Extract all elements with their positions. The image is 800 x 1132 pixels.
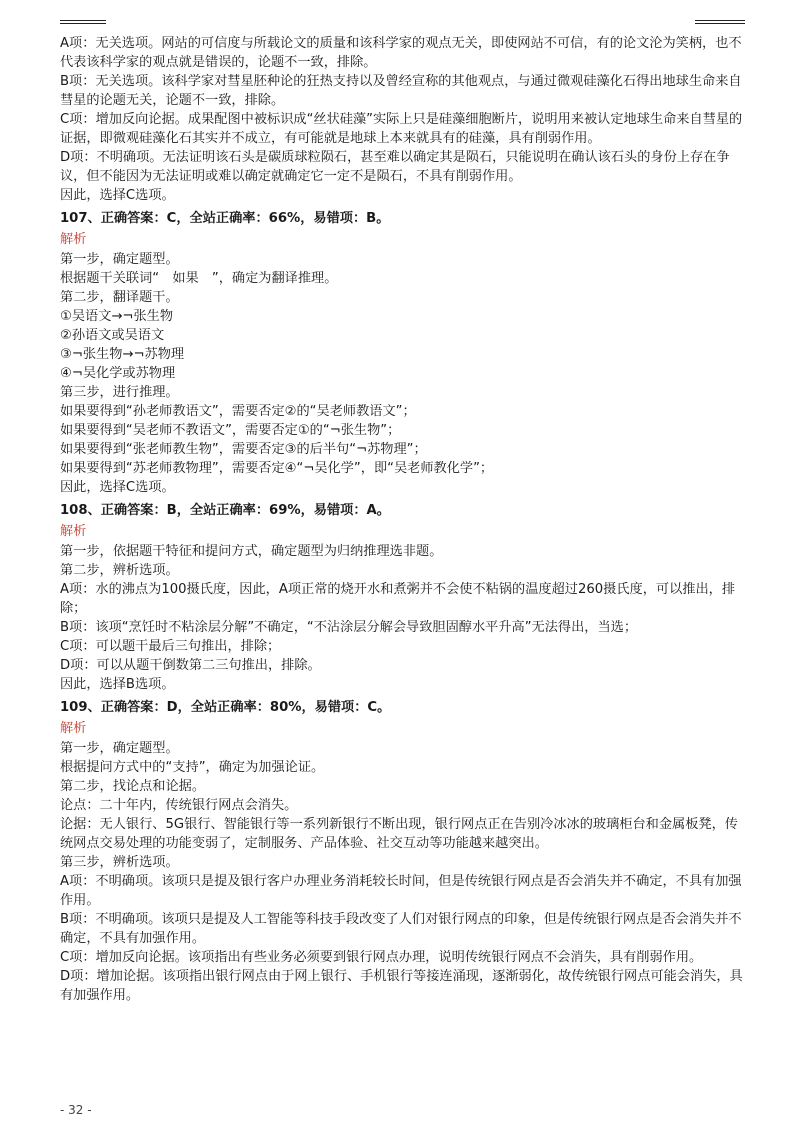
paragraph: A项：无关选项。网站的可信度与所载论文的质量和该科学家的观点无关，即使网站不可信，有的论文沦为笑柄，也不代表该科学家的观点就是错误的，论题不一致，排除。 — [60, 36, 742, 70]
paragraph: 第二步，辨析选项。 — [60, 563, 179, 578]
paragraph: 如果要得到“吴老师不教语文”，需要否定①的“¬张生物”； — [60, 423, 401, 438]
paragraph: B项：无关选项。该科学家对彗星胚种论的狂热支持以及曾经宣称的其他观点，与通过微观硅藻化石得出地球生命来自彗星的论题无关，论题不一致，排除。 — [60, 74, 742, 108]
paragraph: 第一步，确定题型。 — [60, 252, 179, 267]
paragraph: C项：可以题干最后三句推出，排除； — [60, 639, 281, 654]
paragraph: D项：可以从题干倒数第二三句推出，排除。 — [60, 658, 321, 673]
answer-heading: 107、正确答案：C，全站正确率：66%，易错项：B。 — [60, 211, 390, 226]
paragraph: B项：不明确项。该项只是提及人工智能等科技手段改变了人们对银行网点的印象，但是传统银行网点是否会消失并不确定，不具有加强作用。 — [60, 912, 742, 946]
paragraph: B项：该项“烹饪时不粘涂层分解”不确定，“不沾涂层分解会导致胆固醇水平升高”无法得出，当选； — [60, 620, 638, 635]
paragraph: 第二步，找论点和论据。 — [60, 779, 206, 794]
paragraph: 如果要得到“孙老师教语文”，需要否定②的“吴老师教语文”； — [60, 404, 416, 419]
paragraph: A项：不明确项。该项只是提及银行客户办理业务消耗较长时间，但是传统银行网点是否会消失并不确定，不具有加强作用。 — [60, 874, 742, 908]
answer-heading: 108、正确答案：B，全站正确率：69%，易错项：A。 — [60, 503, 390, 518]
paragraph: ②孙语文或吴语文 — [60, 328, 165, 343]
paragraph: 第一步，确定题型。 — [60, 741, 179, 756]
paragraph: ④¬吴化学或苏物理 — [60, 366, 176, 381]
analysis-label: 解析 — [60, 721, 87, 736]
paragraph: ①吴语文→¬张生物 — [60, 309, 174, 324]
paragraph: 第一步，依据题干特征和提问方式，确定题型为归纳推理选非题。 — [60, 544, 443, 559]
paragraph: 论点：二十年内，传统银行网点会消失。 — [60, 798, 298, 813]
paragraph: 第三步，辨析选项。 — [60, 855, 179, 870]
analysis-label: 解析 — [60, 232, 87, 247]
paragraph: 如果要得到“张老师教生物”，需要否定③的后半句“¬苏物理”； — [60, 442, 427, 457]
page-number: - 32 - — [60, 1103, 92, 1117]
analysis-label: 解析 — [60, 524, 87, 539]
paragraph: 第二步，翻译题干。 — [60, 290, 179, 305]
paragraph: 如果要得到“苏老师教物理”，需要否定④“¬吴化学”，即“吴老师教化学”； — [60, 461, 494, 476]
paragraph: 因此，选择C选项。 — [60, 188, 175, 203]
document-body — [60, 34, 750, 1005]
paragraph: ③¬张生物→¬苏物理 — [60, 347, 185, 362]
paragraph: 第三步，进行推理。 — [60, 385, 179, 400]
paragraph: D项：增加论据。该项指出银行网点由于网上银行、手机银行等接连涌现，逐渐弱化，故传统银行网点可能会消失，具有加强作用。 — [60, 969, 743, 1003]
paragraph: 根据题干关联词“ 如果 ”，确定为翻译推理。 — [60, 271, 338, 286]
paragraph: 论据：无人银行、5G银行、智能银行等一系列新银行不断出现，银行网点正在告别冷冰冰的玻璃柜台和金属板凳，传统网点交易处理的功能变弱了，定制服务、产品体验、社交互动等功能越来越突出。 — [60, 817, 738, 851]
paragraph: C项：增加反向论据。该项指出有些业务必须要到银行网点办理，说明传统银行网点不会消失，具有削弱作用。 — [60, 950, 703, 965]
paragraph: 因此，选择C选项。 — [60, 480, 175, 495]
answer-heading: 109、正确答案：D，全站正确率：80%，易错项：C。 — [60, 700, 391, 715]
paragraph: 因此，选择B选项。 — [60, 677, 175, 692]
paragraph: A项：水的沸点为100摄氏度，因此，A项正常的烧开水和煮粥并不会使不粘锅的温度超过260摄氏度，可以推出，排除； — [60, 582, 736, 616]
header-rule-right — [695, 20, 745, 21]
paragraph: C项：增加反向论据。成果配图中被标识成“丝状硅藻”实际上只是硅藻细胞断片，说明用来被认定地球生命来自彗星的证据，即微观硅藻化石其实并不成立，有可能就是地球上本来就具有的硅藻，具有削弱作用。 — [60, 112, 743, 146]
paragraph: 根据提问方式中的“支持”，确定为加强论证。 — [60, 760, 325, 775]
paragraph: D项：不明确项。无法证明该石头是碳质球粒陨石，甚至难以确定其是陨石，只能说明在确认该石头的身份上存在争议，但不能因为无法证明或难以确定就确定它一定不是陨石，不具有削弱作用。 — [60, 150, 730, 184]
header-rule-left — [60, 20, 106, 21]
